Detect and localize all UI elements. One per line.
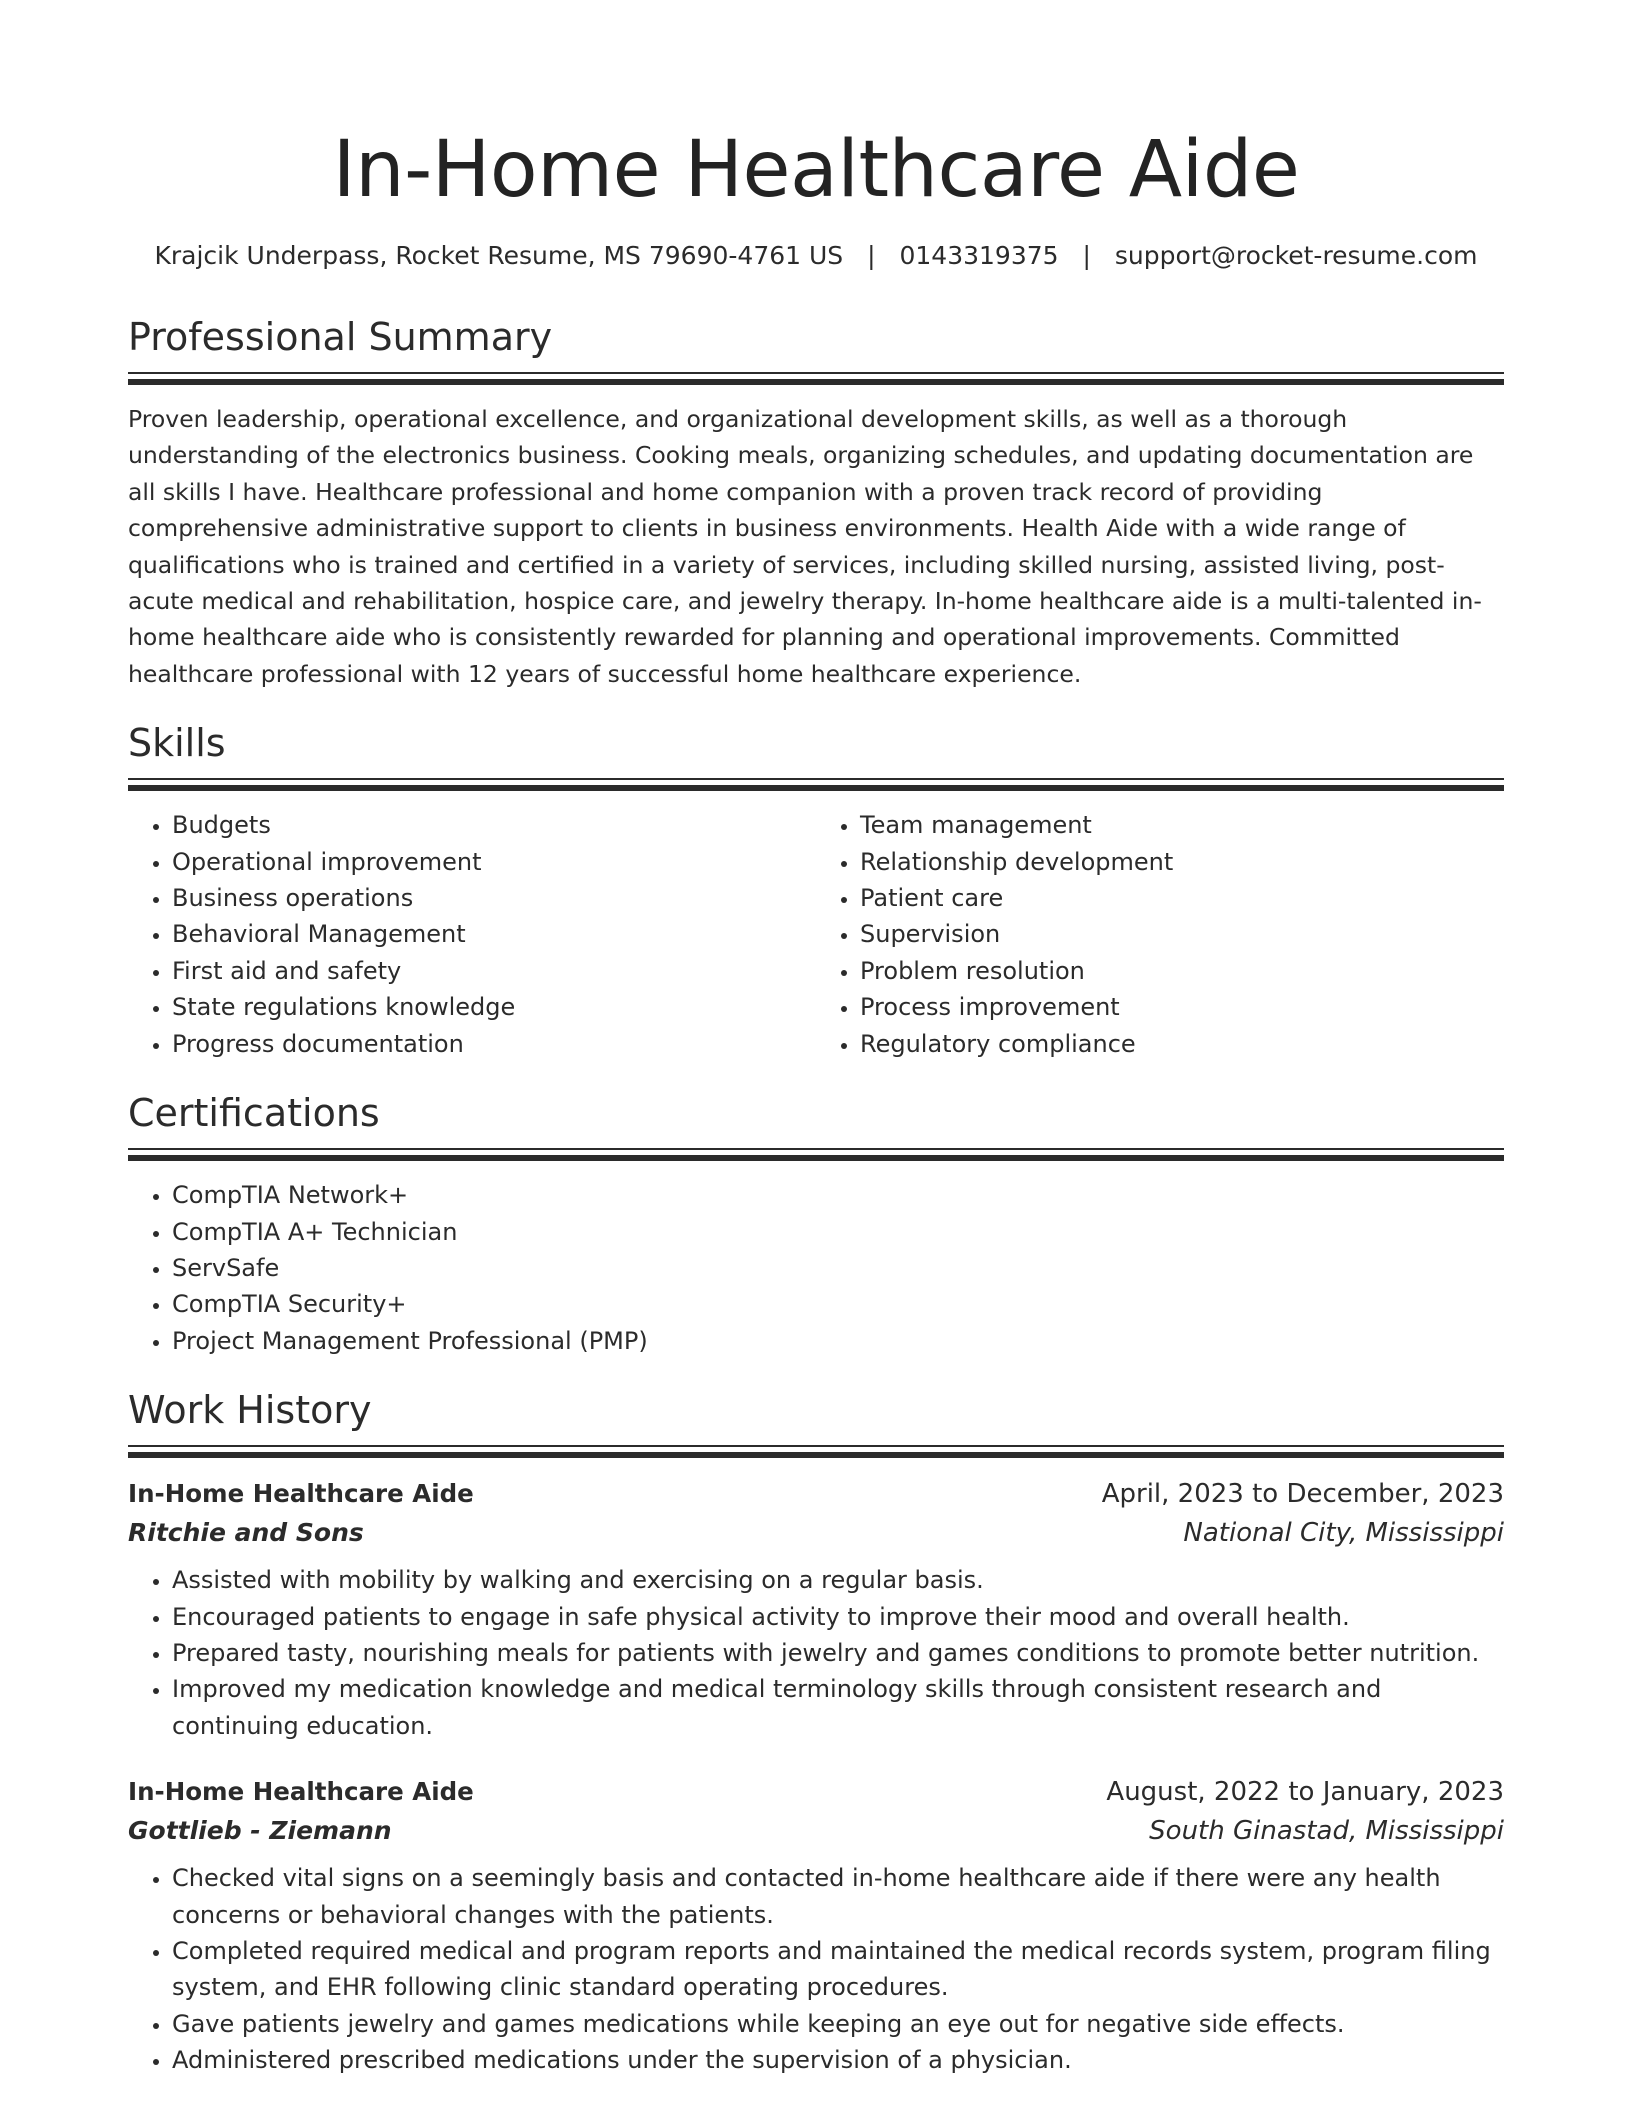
skill-item: • Behavioral Management xyxy=(172,916,816,952)
skill-item: • Progress documentation xyxy=(172,1026,816,1062)
job-header-row xyxy=(128,1474,1504,1514)
candidate-name: In-Home Healthcare Aide xyxy=(332,125,1300,215)
job-bullet: • Prepared tasty, nourishing meals for patients with jewelry and games conditions to promote better nutrition. xyxy=(172,1635,1504,1671)
certification-item: • CompTIA Security+ xyxy=(172,1286,1504,1322)
job-bullet: • Assisted with mobility by walking and exercising on a regular basis. xyxy=(172,1562,1504,1598)
section-divider xyxy=(128,372,1504,374)
section-divider xyxy=(128,1445,1504,1447)
contact-email[interactable]: support@rocket-resume.com xyxy=(1114,241,1478,270)
certification-item: • CompTIA Network+ xyxy=(172,1177,1504,1213)
section-title-work-history: Work History xyxy=(128,1388,372,1433)
section-title-certifications: Certifications xyxy=(128,1091,380,1136)
skill-item: • Process improvement xyxy=(860,989,1504,1025)
certification-item: • CompTIA A+ Technician xyxy=(172,1214,1504,1250)
work-history-section xyxy=(128,1387,1504,2078)
skill-item: • Budgets xyxy=(172,807,816,843)
contact-address: Krajcik Underpass, Rocket Resume, MS 79690-4761 US xyxy=(154,241,844,270)
contact-separator: | xyxy=(867,241,876,270)
certifications-list xyxy=(128,1177,1504,1359)
summary-text: Proven leadership, operational excellence, and organizational development skills, as well as a thorough understanding of the electronics business. Cooking meals, organizing schedules, and updating documentation are all skills I have. Healthcare professional and home companion with a proven track record of providing comprehensive administrative support to clients in business environments. Health Aide with a wide range of qualifications who is trained and certified in a variety of services, including skilled nursing, assisted living, post-acute medical and rehabilitation, hospice care, and jewelry therapy. In-home healthcare aide is a multi-talented in-home healthcare aide who is consistently rewarded for planning and operational improvements. Committed healthcare professional with 12 years of successful home healthcare experience. xyxy=(128,405,1482,688)
section-title-skills: Skills xyxy=(128,721,226,766)
job-location: National City, Mississippi xyxy=(1183,1518,1504,1549)
skill-item: • Patient care xyxy=(860,880,1504,916)
summary-section xyxy=(128,314,1504,692)
job-subheader-row xyxy=(128,1812,1504,1850)
skills-list-right xyxy=(816,807,1504,1062)
job-bullet: • Gave patients jewelry and games medications while keeping an eye out for negative side effects. xyxy=(172,2006,1504,2042)
skills-section xyxy=(128,720,1504,1062)
section-divider xyxy=(128,1148,1504,1150)
contact-phone: 0143319375 xyxy=(899,241,1059,270)
contact-separator: | xyxy=(1082,241,1091,270)
skill-item: • Supervision xyxy=(860,916,1504,952)
skill-item: • Regulatory compliance xyxy=(860,1026,1504,1062)
job-bullet: • Completed required medical and program reports and maintained the medical records system, program filing system, and EHR following clinic standard operating procedures. xyxy=(172,1933,1504,2006)
job-bullet-list xyxy=(128,1860,1504,2078)
skills-list-left xyxy=(128,807,816,1062)
certification-item: • ServSafe xyxy=(172,1250,1504,1286)
job-title: In-Home Healthcare Aide xyxy=(128,1777,474,1807)
job-company: Ritchie and Sons xyxy=(128,1518,364,1548)
certification-item: • Project Management Professional (PMP) xyxy=(172,1323,1504,1359)
job-entry xyxy=(128,1474,1504,1744)
job-subheader-row xyxy=(128,1514,1504,1552)
certifications-section xyxy=(128,1090,1504,1359)
job-company: Gottlieb - Ziemann xyxy=(128,1816,392,1846)
skill-item: • Business operations xyxy=(172,880,816,916)
job-location: South Ginastad, Mississippi xyxy=(1149,1816,1504,1847)
skills-grid xyxy=(128,807,1504,1062)
job-bullet: • Improved my medication knowledge and medical terminology skills through consistent research and continuing education. xyxy=(172,1671,1504,1744)
skill-item: • Problem resolution xyxy=(860,953,1504,989)
skill-item: • Operational improvement xyxy=(172,844,816,880)
resume-content xyxy=(128,0,1504,2079)
job-entry xyxy=(128,1772,1504,2078)
contact-line xyxy=(128,240,1504,272)
section-divider xyxy=(128,379,1504,385)
section-divider xyxy=(128,1452,1504,1458)
section-title-summary: Professional Summary xyxy=(128,315,553,359)
job-dates: August, 2022 to January, 2023 xyxy=(1106,1777,1504,1808)
section-divider xyxy=(128,1155,1504,1161)
skill-item: • First aid and safety xyxy=(172,953,816,989)
job-bullet: • Encouraged patients to engage in safe physical activity to improve their mood and overall health. xyxy=(172,1599,1504,1635)
skill-item: • State regulations knowledge xyxy=(172,989,816,1025)
section-divider xyxy=(128,778,1504,780)
skill-item: • Relationship development xyxy=(860,844,1504,880)
job-dates: April, 2023 to December, 2023 xyxy=(1101,1479,1504,1510)
job-bullet-list xyxy=(128,1562,1504,1744)
job-bullet: • Checked vital signs on a seemingly basis and contacted in-home healthcare aide if there were any health concerns or behavioral changes with the patients. xyxy=(172,1860,1504,1933)
skill-item: • Team management xyxy=(860,807,1504,843)
job-header-row xyxy=(128,1772,1504,1812)
job-bullet: • Administered prescribed medications under the supervision of a physician. xyxy=(172,2042,1504,2078)
job-title: In-Home Healthcare Aide xyxy=(128,1479,474,1509)
section-divider xyxy=(128,785,1504,791)
